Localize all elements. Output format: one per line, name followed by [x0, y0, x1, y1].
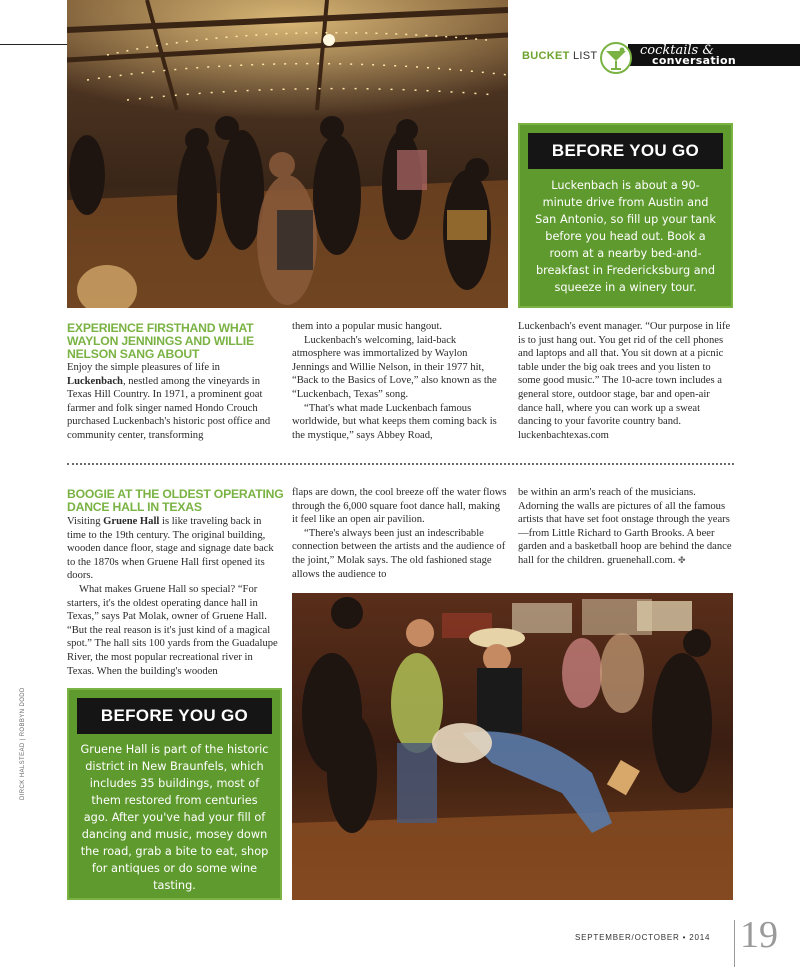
paragraph: Luckenbach's event manager. “Our purpose in life is to just hang out. You get rid of the cell phones and laptops and all that. You sit down at a picnic table under the big oak trees and you listen to some good music.” The 10-acre town includes a general store, outdoor stage, bar and open-air dance hall, where you can work up a sweat dancing to your favorite country band. luckenbachtexas.com [518, 321, 731, 441]
brand-script: cocktails & [640, 43, 714, 58]
gruene-hall-dance-photo [292, 593, 733, 900]
paragraph: Luckenbach's welcoming, laid-back atmosphere was immortalized by Waylon Jennings and Willie Nelson, in their 1977 hit, “Back to the Basics of Love,” also known as the “Luckenbach, Texas” song. [292, 334, 497, 400]
section-label-light: LIST [573, 50, 598, 62]
photo-credit: DIRCK HALSTEAD | ROBBYN DODD [20, 687, 26, 800]
article-column-2 [292, 320, 507, 442]
paragraph-text: Visiting [67, 516, 104, 527]
luckenbach-photo-art [67, 0, 508, 308]
before-you-go-title: BEFORE YOU GO [528, 133, 723, 169]
paragraph: “There's always been just an indescribable connection between the artists and the audience of the joint,” Molak says. The old fashioned stage allows the audience to [292, 527, 506, 580]
article-column-3 [518, 320, 734, 442]
paragraph-text: is like traveling back in time to the 19th century. The original building, wooden dance floor, stage and signage date back to the 1870s when Gruene Hall first opened its doors. [67, 516, 274, 582]
before-you-go-text: Gruene Hall is part of the historic district in New Braunfels, which includes 35 buildings, most of them restored from centuries ago. After you've had your fill of dancing and music, mosey down the road, grab a bite to eat, shop for antiques or do some wine tasting. [80, 743, 269, 892]
page-number: 19 [740, 914, 778, 956]
section-label-bold: BUCKET [522, 50, 570, 62]
before-you-go-text: Luckenbach is about a 90-minute drive from Austin and San Antonio, so fill up your tank before you head out. Book a room at a nearby bed-and-breakfast in Fredericksburg and squeeze in a winery tour. [535, 179, 716, 294]
place-name: Luckenbach [67, 375, 123, 387]
folio-divider [734, 920, 735, 967]
before-you-go-box-luckenbach [518, 123, 733, 308]
before-you-go-title: BEFORE YOU GO [77, 698, 272, 734]
article-headline-gruene: BOOGIE AT THE OLDEST OPERATING DANCE HALL IN TEXAS [67, 487, 284, 514]
article-column-3 [518, 486, 734, 568]
brand-bold: conversation [652, 54, 736, 67]
paragraph-text: Enjoy the simple pleasures of life in [67, 362, 220, 373]
end-mark-icon: ✤ [678, 554, 686, 565]
article-headline-luckenbach: EXPERIENCE FIRSTHAND WHAT WAYLON JENNINGS AND WILLIE NELSON SANG ABOUT [67, 321, 254, 361]
martini-glass-icon [598, 42, 634, 76]
article-column-1 [67, 515, 281, 678]
section-divider [67, 463, 734, 465]
paragraph: flaps are down, the cool breeze off the water flows through the 6,000 square foot dance hall, making it feel like an open air pavilion. [292, 487, 507, 526]
place-name: Gruene Hall [103, 516, 160, 527]
article-column-1 [67, 361, 281, 443]
paragraph: “That's what made Luckenbach famous worldwide, but what keeps them coming back is the mystique,” says Abbey Road, [292, 402, 497, 441]
paragraph: What makes Gruene Hall so special? “For starters, it's the oldest operating dance hall in Texas,” says Pat Molak, owner of Gruene Hall. “But the real reason is it's just kind of a magical spot.” The hall sits 100 yards from the Guadalupe River, the most popular recreational river in Texas. When the building's wooden [67, 583, 278, 677]
paragraph: them into a popular music hangout. [292, 321, 443, 332]
before-you-go-box-gruene [67, 688, 282, 900]
gruene-photo-art [292, 593, 733, 900]
article-column-2 [292, 486, 507, 581]
paragraph-text: , nestled among the vineyards in Texas Hill Country. In 1971, a prominent goat farmer and folk singer named Hondo Crouch purchased Luckenbach's historic post office and community center, transforming [67, 375, 271, 441]
issue-date: SEPTEMBER/OCTOBER • 2014 [575, 933, 711, 942]
luckenbach-dance-photo [67, 0, 508, 308]
paragraph-text: be within an arm's reach of the musicians. Adorning the walls are pictures of all the famous artists that have set foot onstage through the years—from Little Richard to Garth Brooks. A beer garden and a basketball hoop are behind the dance hall for the children. gruenehall.com. [518, 487, 732, 566]
section-label [522, 50, 597, 62]
